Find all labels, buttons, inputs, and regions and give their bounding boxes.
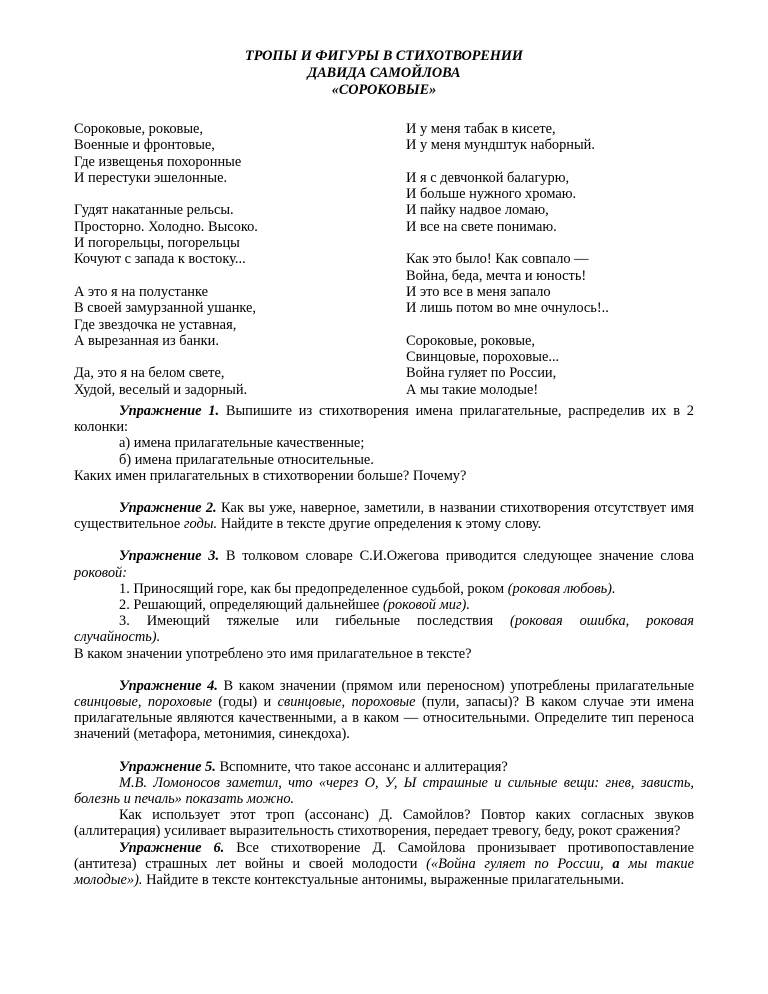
document-page	[74, 48, 694, 888]
exercise-1	[74, 403, 694, 484]
poem-line: Война гуляет по России,	[406, 365, 557, 382]
poem-stanza	[74, 365, 374, 398]
poem-line: И погорельцы, погорельцы	[74, 235, 240, 252]
exercise-1-item-b: б) имена прилагательные относительные.	[119, 451, 374, 468]
poem-line: И у меня мундштук наборный.	[406, 137, 595, 154]
poem-stanza	[74, 202, 374, 267]
exercise-3-meaning-2: 2. Решающий, определяющий дальнейшее (роковой миг).	[119, 597, 470, 614]
exercise-1-question: Каких имен прилагательных в стихотворении больше? Почему?	[74, 467, 467, 484]
poem-line: Кочуют с запада к востоку...	[74, 251, 246, 268]
poem-left-column	[74, 121, 374, 414]
exercise-5-quote: М.В. Ломоносов заметил, что «через О, У, Ы страшные и сильные вещи: гнев, зависть, болезнь и печаль» показать можно.	[74, 774, 694, 808]
poem-stanza	[74, 121, 374, 186]
poem-line: И перестуки эшелонные.	[74, 169, 228, 186]
poem-stanza	[406, 121, 706, 154]
poem-line: Просторно. Холодно. Высоко.	[74, 218, 258, 235]
exercise-1-text: Выпишите из стихотворения имена прилагательные, распределив их в 2 колонки:	[74, 403, 695, 436]
poem-line: И это все в меня запало	[406, 283, 551, 300]
poem-line: И лишь потом во мне очнулось!..	[406, 300, 609, 317]
poem-line: Где извещенья похоронные	[74, 153, 242, 170]
poem-line: Худой, веселый и задорный.	[74, 381, 248, 398]
exercise-3-question: В каком значении употреблено это имя прилагательное в тексте?	[74, 645, 472, 662]
exercise-2-text: Как вы уже, наверное, заметили, в названии стихотворения отсутствует имя существительное	[74, 500, 694, 533]
exercise-4: Упражнение 4. В каком значении (прямом или переносном) употреблены прилагательные свинцовые, пороховые (годы) и свинцовые, пороховые (пули, запасы)? В каком случае эти имена прилагательные являются качественными, а в каком — относительными. Определите тип переноса значений (метафора, метонимия, синекдоха).	[74, 677, 694, 743]
title-line-2: ДАВИДА САМОЙЛОВА	[307, 65, 461, 81]
exercise-4-label: Упражнение 4.	[119, 677, 218, 694]
exercise-1-item-a: а) имена прилагательные качественные;	[119, 435, 365, 452]
poem	[74, 121, 694, 403]
exercise-2	[74, 500, 694, 532]
poem-line: В своей замурзанной ушанке,	[74, 300, 257, 317]
poem-line: А вырезанная из банки.	[74, 332, 219, 349]
poem-stanza	[406, 333, 706, 398]
poem-line: Гудят накатанные рельсы.	[74, 202, 234, 219]
poem-line: А это я на полустанке	[74, 283, 209, 300]
poem-line: И пайку надвое ломаю,	[406, 202, 549, 219]
title-line-1: ТРОПЫ И ФИГУРЫ В СТИХОТВОРЕНИИ	[245, 48, 523, 64]
page-title	[74, 48, 694, 99]
poem-line: Где звездочка не уставная,	[74, 316, 237, 333]
exercise-2-label: Упражнение 2.	[119, 500, 217, 517]
poem-line: Сороковые, роковые,	[74, 121, 203, 137]
poem-line: Да, это я на белом свете,	[74, 365, 225, 382]
poem-stanza	[406, 170, 706, 235]
exercise-3-word: роковой:	[74, 564, 128, 581]
exercise-6-label: Упражнение 6.	[119, 839, 225, 856]
poem-line: И больше нужного хромаю.	[406, 186, 577, 203]
exercise-5: Упражнение 5. Вспомните, что такое ассонанс и аллитерация? М.В. Ломоносов заметил, что «через О, У, Ы страшные и сильные вещи: гнев, зависть, болезнь и печаль» показать можно. Как использует этот троп (ассонанс) Д. Самойлов? Повтор каких согласных звуков (аллитерация) усиливает выразительность стихотворения, передает тревогу, беду, рокот сражения?	[74, 758, 694, 840]
poem-stanza	[406, 251, 706, 316]
poem-line: И я с девчонкой балагурю,	[406, 169, 570, 186]
poem-line: Военные и фронтовые,	[74, 137, 215, 154]
exercise-3	[74, 548, 694, 661]
poem-stanza	[74, 284, 374, 349]
poem-line: И все на свете понимаю.	[406, 218, 557, 235]
title-line-3: «СОРОКОВЫЕ»	[331, 82, 437, 98]
exercise-2-text-2: Найдите в тексте другие определения к этому слову.	[217, 516, 542, 533]
poem-line: Сороковые, роковые,	[406, 332, 535, 349]
poem-right-column	[406, 121, 706, 414]
exercise-6: Упражнение 6. Все стихотворение Д. Самойлова пронизывает противопоставление (антитеза) страшных лет войны и своей молодости («Война гуляет по России, а мы такие молодые»). Найдите в тексте контекстуальные антонимы, выраженные прилагательными.	[74, 839, 695, 889]
exercise-5-question: Как использует этот троп (ассонанс) Д. Самойлов? Повтор каких согласных звуков (аллитерация) усиливает выразительность стихотворения, передает тревогу, беду, рокот сражения?	[74, 807, 694, 840]
exercise-3-meaning-3: 3. Имеющий тяжелые или гибельные последствия (роковая ошибка, роковая случайность).	[74, 613, 694, 646]
exercise-3-label: Упражнение 3.	[119, 548, 220, 565]
poem-line: Свинцовые, пороховые...	[406, 349, 560, 366]
exercise-2-word: годы.	[183, 516, 218, 533]
poem-line: Война, беда, мечта и юность!	[406, 267, 587, 284]
exercise-3-meaning-1: 1. Приносящий горе, как бы предопределенное судьбой, роком (роковая любовь).	[119, 580, 616, 597]
exercise-5-label: Упражнение 5.	[119, 758, 216, 775]
exercise-1-label: Упражнение 1.	[119, 403, 220, 419]
poem-line: Как это было! Как совпало —	[406, 251, 589, 268]
poem-line: А мы такие молодые!	[406, 381, 539, 398]
poem-line: И у меня табак в кисете,	[406, 121, 556, 137]
exercise-3-text: В толковом словаре С.И.Ожегова приводится следующее значение слова	[219, 548, 694, 565]
